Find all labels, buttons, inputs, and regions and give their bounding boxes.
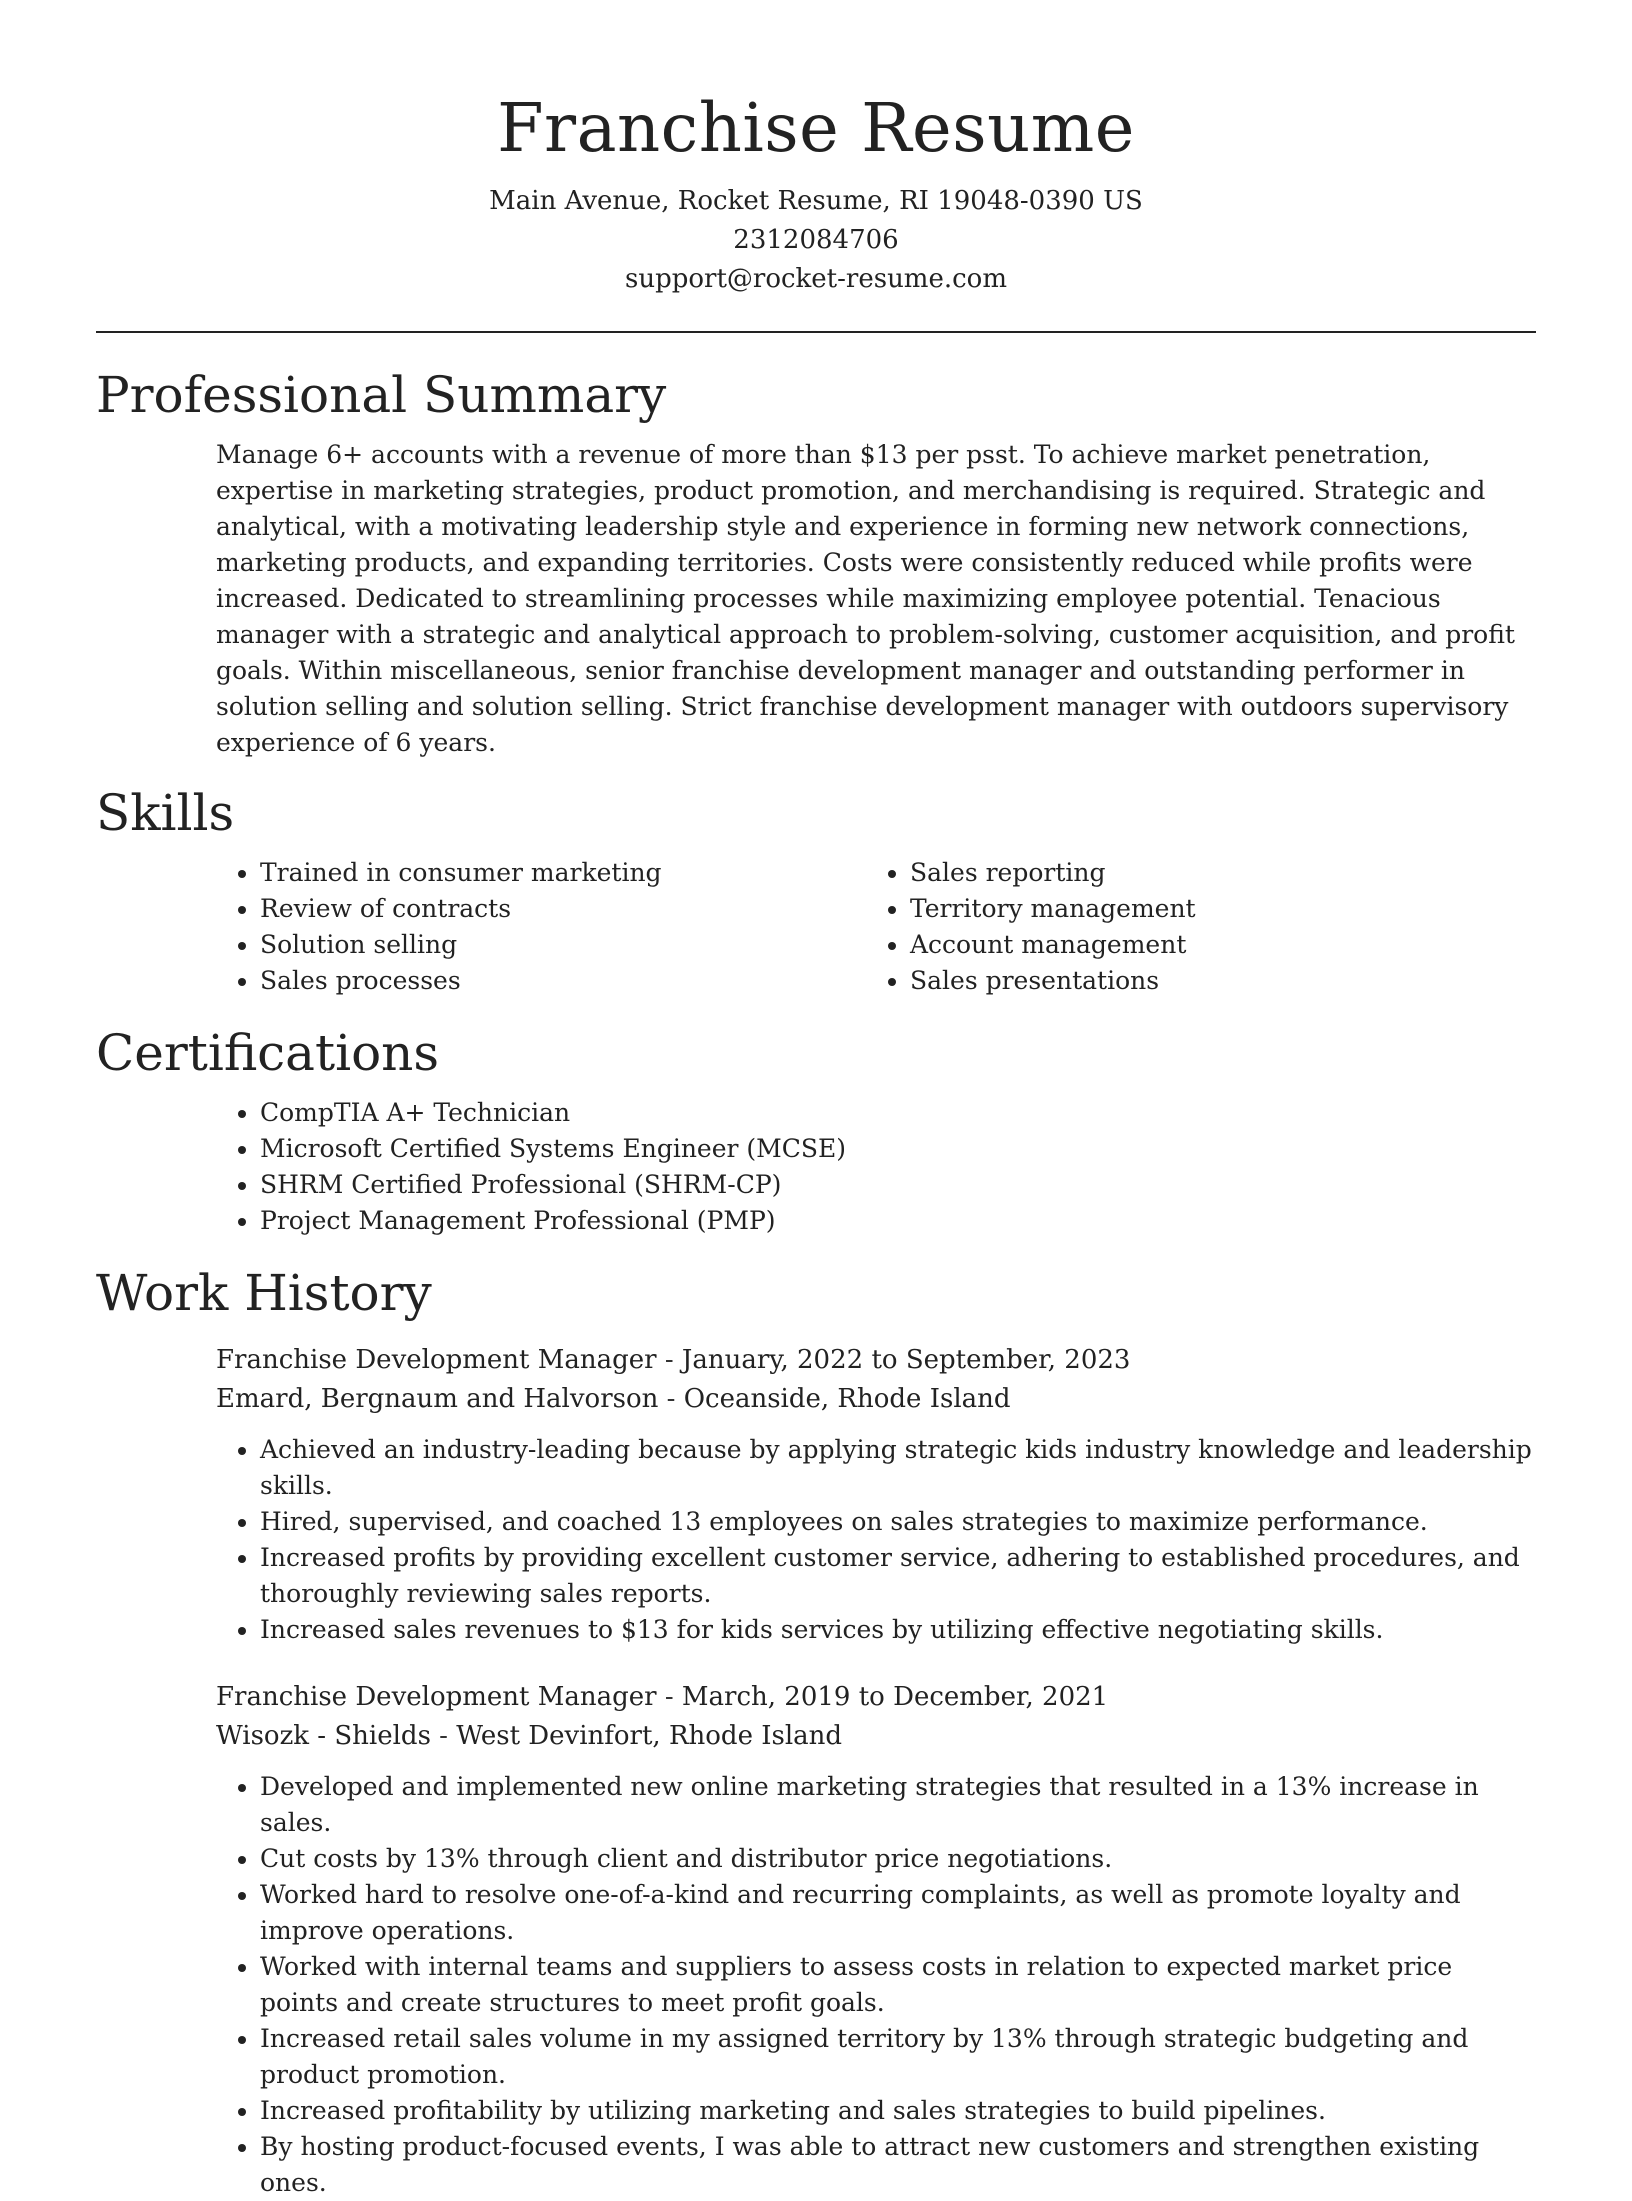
work-history-title: Work History bbox=[96, 1264, 432, 1322]
skills-grid bbox=[216, 855, 1536, 999]
summary-text: Manage 6+ accounts with a revenue of more than $13 per psst. To achieve market penetration, expertise in marketing strategies, product promotion, and merchandising is required. Strategic and analytical, with a motivating leadership style and experience in forming new network connections, marketing products, and expanding territories. Costs were consistently reduced while profits were increased. Dedicated to streamlining processes while maximizing employee potential. Tenacious manager with a strategic and analytical approach to problem-solving, customer acquisition, and profit goals. Within miscellaneous, senior franchise development manager and outstanding performer in solution selling and solution selling. Strict franchise development manager with outdoors supervisory experience of 6 years. bbox=[216, 440, 1515, 757]
header-divider bbox=[96, 331, 1536, 333]
certification-item: • Project Management Professional (PMP) bbox=[260, 1203, 1536, 1239]
certifications-title: Certifications bbox=[96, 1024, 440, 1082]
skill-item: • Sales presentations bbox=[910, 963, 1516, 999]
skills-column-left bbox=[216, 855, 866, 999]
contact-email: support@rocket-resume.com bbox=[624, 264, 1007, 294]
job-bullets bbox=[216, 1432, 1536, 1648]
skills-section bbox=[96, 781, 1536, 999]
job-location: West Devinfort, Rhode Island bbox=[456, 1721, 843, 1751]
job-entry bbox=[216, 1678, 1536, 2201]
job-title-line bbox=[216, 1678, 1536, 1717]
job-separator: - bbox=[656, 1682, 682, 1712]
job-entry bbox=[216, 1341, 1536, 1648]
skill-item: • Review of contracts bbox=[260, 891, 866, 927]
certification-item: • CompTIA A+ Technician bbox=[260, 1095, 1536, 1131]
contact-phone: 2312084706 bbox=[733, 225, 899, 255]
certifications-list bbox=[216, 1095, 1536, 1239]
certification-item: • SHRM Certified Professional (SHRM-CP) bbox=[260, 1167, 1536, 1203]
job-title: Franchise Development Manager bbox=[216, 1682, 657, 1712]
job-title-line bbox=[216, 1341, 1536, 1380]
contact-address: Main Avenue, Rocket Resume, RI 19048-0390 US bbox=[489, 186, 1143, 216]
skills-column-right bbox=[866, 855, 1516, 999]
work-history-section bbox=[96, 1261, 1536, 2201]
job-separator: - bbox=[656, 1345, 682, 1375]
job-bullet: • Increased sales revenues to $13 for kids services by utilizing effective negotiating skills. bbox=[260, 1612, 1536, 1648]
job-bullets bbox=[216, 1769, 1536, 2201]
skill-item: • Trained in consumer marketing bbox=[260, 855, 866, 891]
skills-title: Skills bbox=[96, 784, 235, 842]
skill-item: • Account management bbox=[910, 927, 1516, 963]
job-bullet: • Cut costs by 13% through client and distributor price negotiations. bbox=[260, 1841, 1536, 1877]
job-separator: - bbox=[658, 1384, 684, 1414]
job-company: Wisozk - Shields bbox=[216, 1721, 431, 1751]
job-bullet: • Worked hard to resolve one-of-a-kind and recurring complaints, as well as promote loyalty and improve operations. bbox=[260, 1877, 1536, 1949]
job-company: Emard, Bergnaum and Halvorson bbox=[216, 1384, 659, 1414]
job-title: Franchise Development Manager bbox=[216, 1345, 657, 1375]
job-bullet: • Hired, supervised, and coached 13 employees on sales strategies to maximize performance. bbox=[260, 1504, 1536, 1540]
job-company-line bbox=[216, 1717, 1536, 1756]
skill-item: • Solution selling bbox=[260, 927, 866, 963]
job-bullet: • Increased profits by providing excellent customer service, adhering to established procedures, and thoroughly reviewing sales reports. bbox=[260, 1540, 1536, 1612]
certifications-section bbox=[96, 1021, 1536, 1239]
resume-name: Franchise Resume bbox=[497, 89, 1135, 167]
contact-info bbox=[96, 182, 1536, 299]
job-location: Oceanside, Rhode Island bbox=[683, 1384, 1011, 1414]
skill-item: • Sales processes bbox=[260, 963, 866, 999]
skill-item: • Territory management bbox=[910, 891, 1516, 927]
job-bullet: • Achieved an industry-leading because by applying strategic kids industry knowledge and leadership skills. bbox=[260, 1432, 1536, 1504]
job-bullet: • Increased retail sales volume in my assigned territory by 13% through strategic budgeting and product promotion. bbox=[260, 2021, 1536, 2093]
summary-title: Professional Summary bbox=[96, 366, 667, 424]
summary-section bbox=[96, 363, 1536, 761]
certification-item: • Microsoft Certified Systems Engineer (MCSE) bbox=[260, 1131, 1536, 1167]
job-bullet: • Increased profitability by utilizing marketing and sales strategies to build pipelines. bbox=[260, 2093, 1536, 2129]
job-company-line bbox=[216, 1380, 1536, 1419]
skill-item: • Sales reporting bbox=[910, 855, 1516, 891]
job-separator: - bbox=[430, 1721, 457, 1751]
job-bullet: • By hosting product-focused events, I was able to attract new customers and strengthen existing ones. bbox=[260, 2129, 1536, 2201]
job-bullet: • Developed and implemented new online marketing strategies that resulted in a 13% increase in sales. bbox=[260, 1769, 1536, 1841]
job-dates: January, 2022 to September, 2023 bbox=[681, 1345, 1131, 1375]
job-dates: March, 2019 to December, 2021 bbox=[681, 1682, 1109, 1712]
job-bullet: • Worked with internal teams and suppliers to assess costs in relation to expected market price points and create structures to meet profit goals. bbox=[260, 1949, 1536, 2021]
resume-header bbox=[96, 0, 1536, 299]
